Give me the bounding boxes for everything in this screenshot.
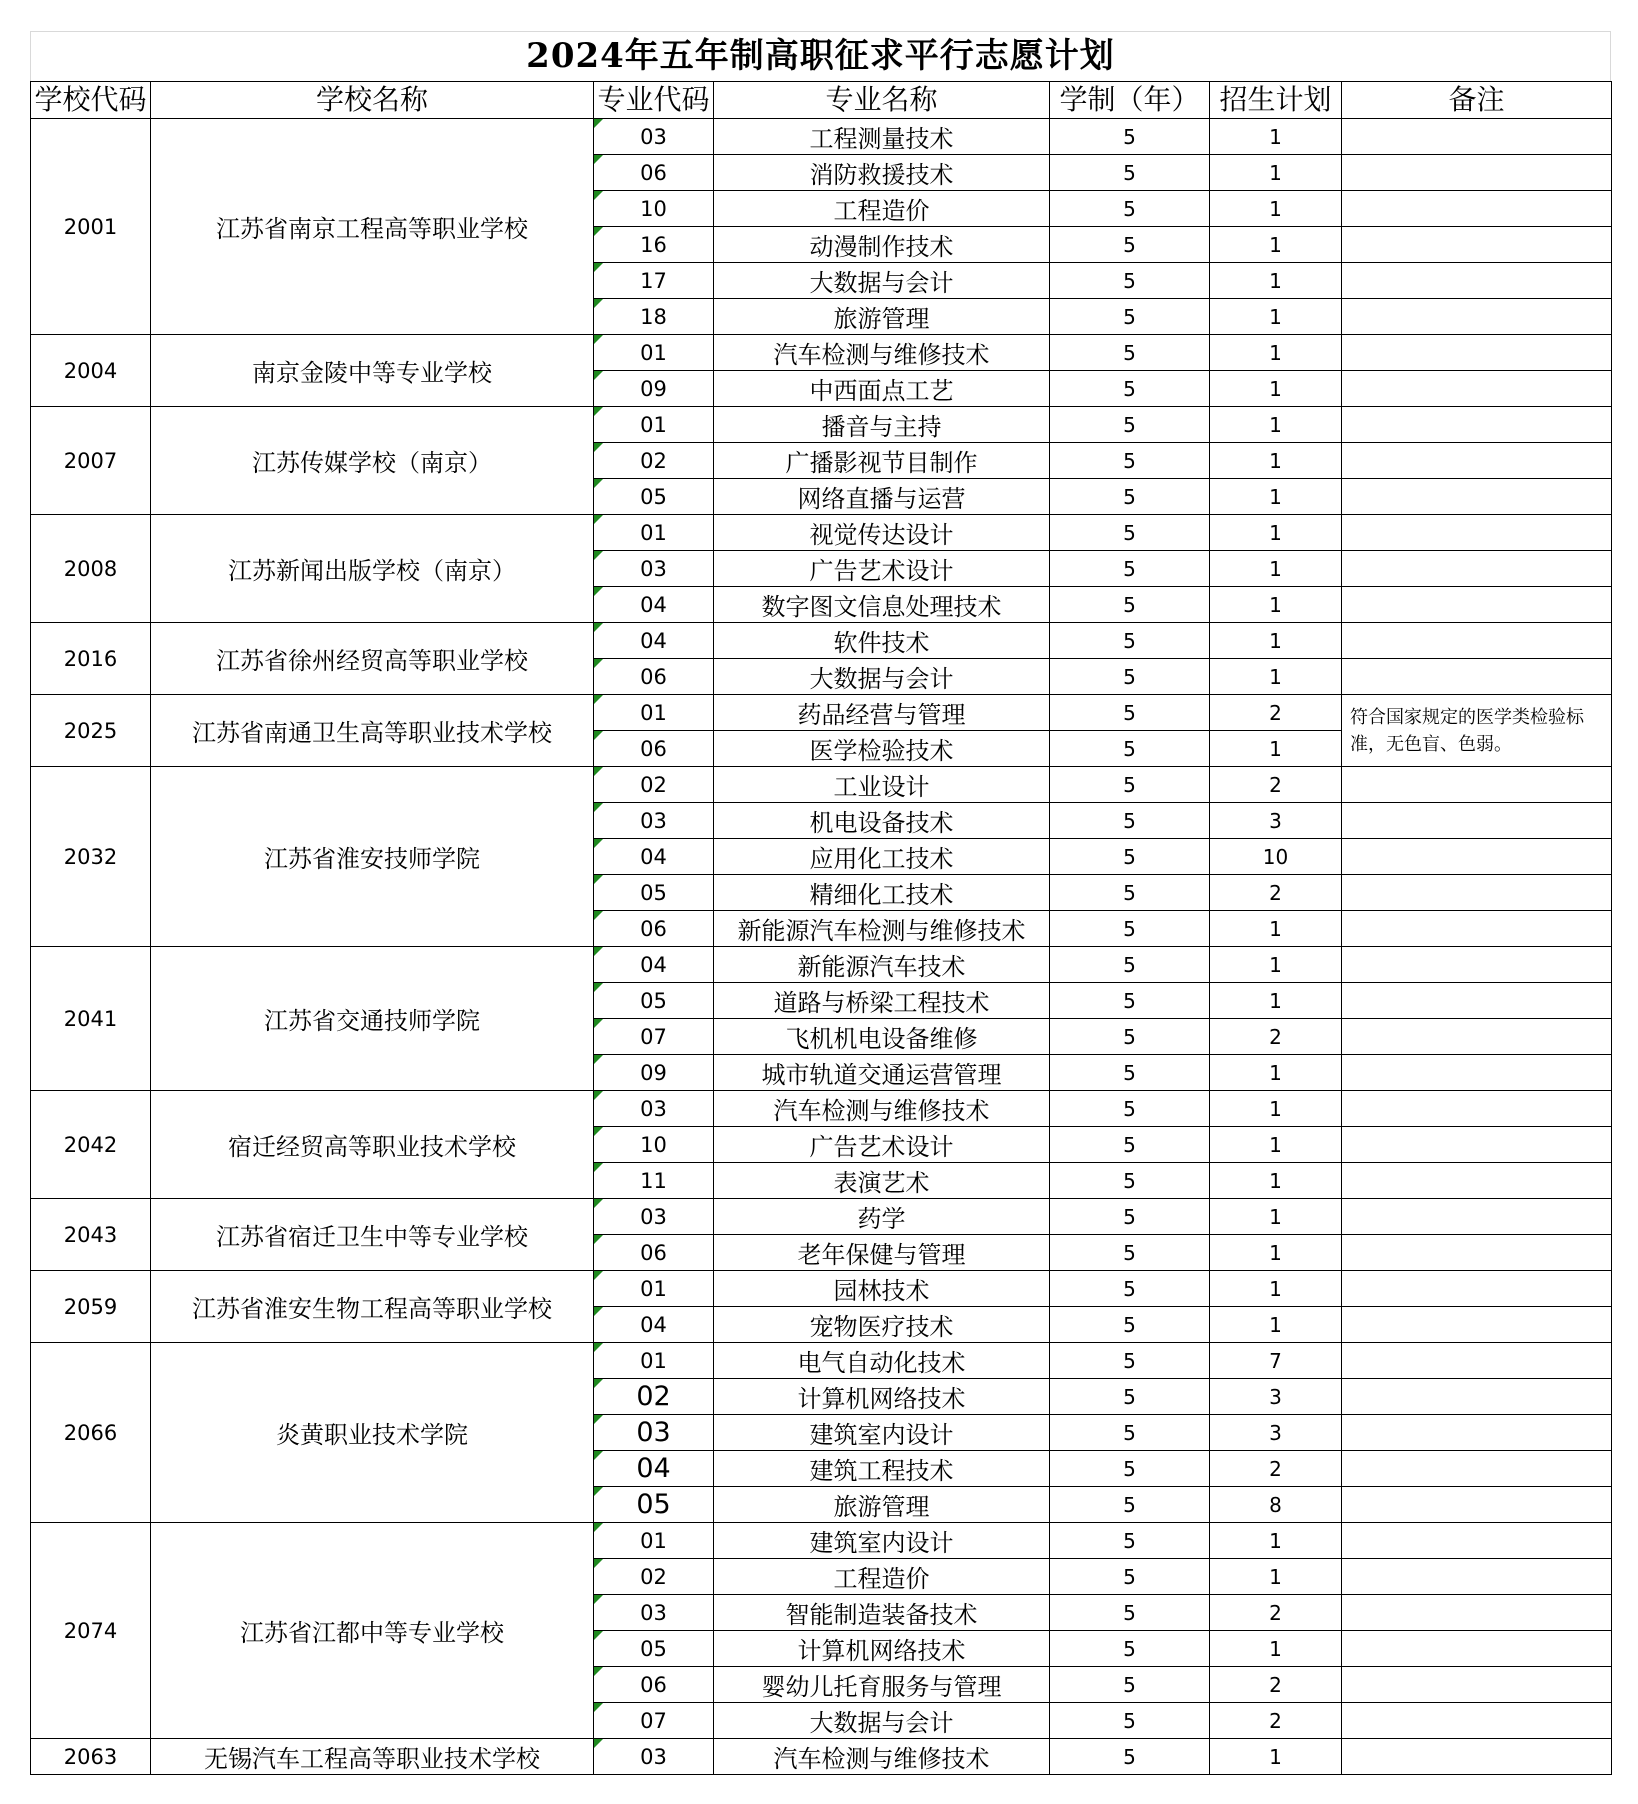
note-cell[interactable] xyxy=(1342,767,1612,803)
plan-cell[interactable]: 1 xyxy=(1210,1523,1342,1559)
years-cell[interactable]: 5 xyxy=(1050,875,1210,911)
table-body xyxy=(31,119,1612,1775)
note-cell[interactable] xyxy=(1342,1163,1612,1199)
spreadsheet xyxy=(30,31,1611,1775)
school-name-cell[interactable]: 无锡汽车工程高等职业技术学校 xyxy=(151,1739,594,1775)
plan-cell[interactable]: 1 xyxy=(1210,1199,1342,1235)
school-code-cell[interactable]: 2059 xyxy=(31,1271,151,1343)
table-row xyxy=(31,695,1612,731)
major-name-cell[interactable]: 汽车检测与维修技术 xyxy=(714,1091,1050,1127)
years-cell[interactable]: 5 xyxy=(1050,1487,1210,1523)
plan-cell[interactable]: 1 xyxy=(1210,659,1342,695)
school-code-cell[interactable]: 2041 xyxy=(31,947,151,1091)
school-name-cell[interactable]: 江苏省淮安技师学院 xyxy=(151,767,594,947)
school-name-cell[interactable]: 江苏省南京工程高等职业学校 xyxy=(151,119,594,335)
major-name-cell[interactable]: 工程造价 xyxy=(714,191,1050,227)
table-row xyxy=(31,1523,1612,1559)
major-name-cell[interactable]: 智能制造装备技术 xyxy=(714,1595,1050,1631)
note-cell[interactable] xyxy=(1342,515,1612,551)
note-cell[interactable]: 符合国家规定的医学类检验标准，无色盲、色弱。 xyxy=(1342,695,1612,767)
major-name-cell[interactable]: 医学检验技术 xyxy=(714,731,1050,767)
years-cell[interactable]: 5 xyxy=(1050,515,1210,551)
major-code-cell[interactable]: 03 xyxy=(594,1415,714,1451)
school-name-cell[interactable]: 江苏省徐州经贸高等职业学校 xyxy=(151,623,594,695)
note-cell[interactable] xyxy=(1342,479,1612,515)
years-cell[interactable]: 5 xyxy=(1050,155,1210,191)
major-code-cell[interactable]: 09 xyxy=(594,1055,714,1091)
school-code-cell[interactable]: 2016 xyxy=(31,623,151,695)
years-cell[interactable]: 5 xyxy=(1050,1019,1210,1055)
major-name-cell[interactable]: 广告艺术设计 xyxy=(714,1127,1050,1163)
school-code-cell[interactable]: 2066 xyxy=(31,1343,151,1523)
major-name-cell[interactable]: 建筑工程技术 xyxy=(714,1451,1050,1487)
major-name-cell[interactable]: 网络直播与运营 xyxy=(714,479,1050,515)
note-cell[interactable] xyxy=(1342,551,1612,587)
plan-cell[interactable]: 1 xyxy=(1210,227,1342,263)
table-row xyxy=(31,1739,1612,1775)
years-cell[interactable]: 5 xyxy=(1050,1415,1210,1451)
years-cell[interactable]: 5 xyxy=(1050,263,1210,299)
note-cell[interactable] xyxy=(1342,623,1612,659)
note-cell[interactable] xyxy=(1342,443,1612,479)
note-cell[interactable] xyxy=(1342,1559,1612,1595)
plan-cell[interactable]: 1 xyxy=(1210,623,1342,659)
major-name-cell[interactable]: 软件技术 xyxy=(714,623,1050,659)
note-cell[interactable] xyxy=(1342,1199,1612,1235)
major-name-cell[interactable]: 工程造价 xyxy=(714,1559,1050,1595)
major-code-cell[interactable]: 04 xyxy=(594,947,714,983)
school-code-cell[interactable]: 2032 xyxy=(31,767,151,947)
plan-cell[interactable]: 3 xyxy=(1210,1379,1342,1415)
table-row xyxy=(31,1199,1612,1235)
years-cell[interactable]: 5 xyxy=(1050,479,1210,515)
plan-cell[interactable]: 1 xyxy=(1210,515,1342,551)
major-code-cell[interactable]: 17 xyxy=(594,263,714,299)
note-cell[interactable] xyxy=(1342,155,1612,191)
years-cell[interactable]: 5 xyxy=(1050,1199,1210,1235)
school-code-cell[interactable]: 2008 xyxy=(31,515,151,623)
school-name-cell[interactable]: 江苏省宿迁卫生中等专业学校 xyxy=(151,1199,594,1271)
major-name-cell[interactable]: 大数据与会计 xyxy=(714,263,1050,299)
header-major-code[interactable]: 专业代码 xyxy=(594,82,714,119)
years-cell[interactable]: 5 xyxy=(1050,1451,1210,1487)
school-code-cell[interactable]: 2004 xyxy=(31,335,151,407)
note-cell[interactable] xyxy=(1342,1379,1612,1415)
school-code-cell[interactable]: 2001 xyxy=(31,119,151,335)
major-name-cell[interactable]: 工业设计 xyxy=(714,767,1050,803)
table-row xyxy=(31,335,1612,371)
major-code-cell[interactable]: 05 xyxy=(594,479,714,515)
years-cell[interactable]: 5 xyxy=(1050,1235,1210,1271)
years-cell[interactable]: 5 xyxy=(1050,1271,1210,1307)
plan-cell[interactable]: 1 xyxy=(1210,947,1342,983)
major-code-cell[interactable]: 03 xyxy=(594,1199,714,1235)
major-code-cell[interactable]: 01 xyxy=(594,407,714,443)
years-cell[interactable]: 5 xyxy=(1050,1127,1210,1163)
plan-cell[interactable]: 1 xyxy=(1210,119,1342,155)
years-cell[interactable]: 5 xyxy=(1050,803,1210,839)
school-name-cell[interactable]: 江苏省南通卫生高等职业技术学校 xyxy=(151,695,594,767)
major-code-cell[interactable]: 05 xyxy=(594,1487,714,1523)
major-code-cell[interactable]: 01 xyxy=(594,1523,714,1559)
years-cell[interactable]: 5 xyxy=(1050,1343,1210,1379)
major-code-cell[interactable]: 01 xyxy=(594,335,714,371)
major-code-cell[interactable]: 05 xyxy=(594,1631,714,1667)
plan-cell[interactable]: 1 xyxy=(1210,1739,1342,1775)
major-name-cell[interactable]: 婴幼儿托育服务与管理 xyxy=(714,1667,1050,1703)
major-code-cell[interactable]: 03 xyxy=(594,1595,714,1631)
years-cell[interactable]: 5 xyxy=(1050,731,1210,767)
school-name-cell[interactable]: 宿迁经贸高等职业技术学校 xyxy=(151,1091,594,1199)
major-code-cell[interactable]: 06 xyxy=(594,1235,714,1271)
plan-cell[interactable]: 1 xyxy=(1210,1235,1342,1271)
years-cell[interactable]: 5 xyxy=(1050,1055,1210,1091)
major-code-cell[interactable]: 06 xyxy=(594,1667,714,1703)
header-school-name[interactable]: 学校名称 xyxy=(151,82,594,119)
note-cell[interactable] xyxy=(1342,1451,1612,1487)
years-cell[interactable]: 5 xyxy=(1050,1703,1210,1739)
years-cell[interactable]: 5 xyxy=(1050,371,1210,407)
years-cell[interactable]: 5 xyxy=(1050,1163,1210,1199)
note-cell[interactable] xyxy=(1342,1271,1612,1307)
plan-cell[interactable]: 7 xyxy=(1210,1343,1342,1379)
note-cell[interactable] xyxy=(1342,803,1612,839)
table-row xyxy=(31,1091,1612,1127)
major-code-cell[interactable]: 04 xyxy=(594,1451,714,1487)
plan-cell[interactable]: 1 xyxy=(1210,551,1342,587)
major-code-cell[interactable]: 01 xyxy=(594,1271,714,1307)
years-cell[interactable]: 5 xyxy=(1050,839,1210,875)
school-name-cell[interactable]: 江苏省交通技师学院 xyxy=(151,947,594,1091)
major-name-cell[interactable]: 道路与桥梁工程技术 xyxy=(714,983,1050,1019)
plan-cell[interactable]: 2 xyxy=(1210,1019,1342,1055)
major-code-cell[interactable]: 02 xyxy=(594,1379,714,1415)
major-code-cell[interactable]: 04 xyxy=(594,1307,714,1343)
major-name-cell[interactable]: 播音与主持 xyxy=(714,407,1050,443)
major-name-cell[interactable]: 中西面点工艺 xyxy=(714,371,1050,407)
note-cell[interactable] xyxy=(1342,1523,1612,1559)
note-cell[interactable] xyxy=(1342,1415,1612,1451)
major-name-cell[interactable]: 新能源汽车技术 xyxy=(714,947,1050,983)
major-code-cell[interactable]: 11 xyxy=(594,1163,714,1199)
plan-cell[interactable]: 2 xyxy=(1210,1703,1342,1739)
years-cell[interactable]: 5 xyxy=(1050,443,1210,479)
major-code-cell[interactable]: 05 xyxy=(594,983,714,1019)
plan-cell[interactable]: 1 xyxy=(1210,335,1342,371)
table-title: 2024年五年制高职征求平行志愿计划 xyxy=(30,31,1611,81)
major-name-cell[interactable]: 飞机机电设备维修 xyxy=(714,1019,1050,1055)
years-cell[interactable]: 5 xyxy=(1050,119,1210,155)
major-code-cell[interactable]: 02 xyxy=(594,443,714,479)
plan-cell[interactable]: 1 xyxy=(1210,1631,1342,1667)
major-code-cell[interactable]: 03 xyxy=(594,803,714,839)
note-cell[interactable] xyxy=(1342,1703,1612,1739)
plan-cell[interactable]: 1 xyxy=(1210,1271,1342,1307)
major-code-cell[interactable]: 03 xyxy=(594,1739,714,1775)
school-code-cell[interactable]: 2043 xyxy=(31,1199,151,1271)
major-name-cell[interactable]: 应用化工技术 xyxy=(714,839,1050,875)
note-cell[interactable] xyxy=(1342,1127,1612,1163)
years-cell[interactable]: 5 xyxy=(1050,1667,1210,1703)
years-cell[interactable]: 5 xyxy=(1050,1631,1210,1667)
plan-cell[interactable]: 2 xyxy=(1210,1595,1342,1631)
major-name-cell[interactable]: 老年保健与管理 xyxy=(714,1235,1050,1271)
plan-table xyxy=(30,81,1612,1775)
years-cell[interactable]: 5 xyxy=(1050,1739,1210,1775)
note-cell[interactable] xyxy=(1342,1487,1612,1523)
major-code-cell[interactable]: 09 xyxy=(594,371,714,407)
school-code-cell[interactable]: 2042 xyxy=(31,1091,151,1199)
major-name-cell[interactable]: 视觉传达设计 xyxy=(714,515,1050,551)
school-code-cell[interactable]: 2025 xyxy=(31,695,151,767)
major-name-cell[interactable]: 建筑室内设计 xyxy=(714,1415,1050,1451)
school-name-cell[interactable]: 江苏省淮安生物工程高等职业学校 xyxy=(151,1271,594,1343)
major-code-cell[interactable]: 01 xyxy=(594,515,714,551)
major-code-cell[interactable]: 04 xyxy=(594,587,714,623)
major-code-cell[interactable]: 03 xyxy=(594,119,714,155)
plan-cell[interactable]: 1 xyxy=(1210,1559,1342,1595)
major-code-cell[interactable]: 06 xyxy=(594,659,714,695)
plan-cell[interactable]: 1 xyxy=(1210,299,1342,335)
plan-cell[interactable]: 1 xyxy=(1210,1055,1342,1091)
plan-cell[interactable]: 1 xyxy=(1210,983,1342,1019)
major-name-cell[interactable]: 精细化工技术 xyxy=(714,875,1050,911)
major-name-cell[interactable]: 大数据与会计 xyxy=(714,1703,1050,1739)
major-code-cell[interactable]: 04 xyxy=(594,623,714,659)
major-name-cell[interactable]: 园林技术 xyxy=(714,1271,1050,1307)
major-name-cell[interactable]: 大数据与会计 xyxy=(714,659,1050,695)
major-code-cell[interactable]: 01 xyxy=(594,695,714,731)
note-cell[interactable] xyxy=(1342,1307,1612,1343)
note-cell[interactable] xyxy=(1342,263,1612,299)
major-code-cell[interactable]: 01 xyxy=(594,1343,714,1379)
plan-cell[interactable]: 2 xyxy=(1210,695,1342,731)
school-code-cell[interactable]: 2074 xyxy=(31,1523,151,1739)
major-name-cell[interactable]: 药学 xyxy=(714,1199,1050,1235)
school-name-cell[interactable]: 南京金陵中等专业学校 xyxy=(151,335,594,407)
table-row xyxy=(31,119,1612,155)
years-cell[interactable]: 5 xyxy=(1050,191,1210,227)
header-school-code[interactable]: 学校代码 xyxy=(31,82,151,119)
years-cell[interactable]: 5 xyxy=(1050,1559,1210,1595)
header-years[interactable]: 学制（年） xyxy=(1050,82,1210,119)
years-cell[interactable]: 5 xyxy=(1050,767,1210,803)
major-code-cell[interactable]: 16 xyxy=(594,227,714,263)
note-cell[interactable] xyxy=(1342,191,1612,227)
note-cell[interactable] xyxy=(1342,1739,1612,1775)
table-row xyxy=(31,407,1612,443)
major-name-cell[interactable]: 表演艺术 xyxy=(714,1163,1050,1199)
plan-cell[interactable]: 3 xyxy=(1210,803,1342,839)
plan-cell[interactable]: 1 xyxy=(1210,407,1342,443)
table-row xyxy=(31,623,1612,659)
plan-cell[interactable]: 1 xyxy=(1210,1307,1342,1343)
major-code-cell[interactable]: 02 xyxy=(594,1559,714,1595)
major-code-cell[interactable]: 07 xyxy=(594,1703,714,1739)
note-cell[interactable] xyxy=(1342,1631,1612,1667)
table-row xyxy=(31,1343,1612,1379)
major-name-cell[interactable]: 工程测量技术 xyxy=(714,119,1050,155)
years-cell[interactable]: 5 xyxy=(1050,1091,1210,1127)
plan-cell[interactable]: 1 xyxy=(1210,263,1342,299)
school-name-cell[interactable]: 炎黄职业技术学院 xyxy=(151,1343,594,1523)
note-cell[interactable] xyxy=(1342,119,1612,155)
major-name-cell[interactable]: 旅游管理 xyxy=(714,299,1050,335)
major-name-cell[interactable]: 计算机网络技术 xyxy=(714,1631,1050,1667)
major-name-cell[interactable]: 宠物医疗技术 xyxy=(714,1307,1050,1343)
major-name-cell[interactable]: 广告艺术设计 xyxy=(714,551,1050,587)
table-row xyxy=(31,767,1612,803)
major-code-cell[interactable]: 06 xyxy=(594,155,714,191)
years-cell[interactable]: 5 xyxy=(1050,227,1210,263)
major-code-cell[interactable]: 04 xyxy=(594,839,714,875)
plan-cell[interactable]: 1 xyxy=(1210,731,1342,767)
major-code-cell[interactable]: 07 xyxy=(594,1019,714,1055)
school-name-cell[interactable]: 江苏省江都中等专业学校 xyxy=(151,1523,594,1739)
note-cell[interactable] xyxy=(1342,1235,1612,1271)
plan-cell[interactable]: 1 xyxy=(1210,443,1342,479)
major-name-cell[interactable]: 广播影视节目制作 xyxy=(714,443,1050,479)
header-major-name[interactable]: 专业名称 xyxy=(714,82,1050,119)
plan-cell[interactable]: 10 xyxy=(1210,839,1342,875)
note-cell[interactable] xyxy=(1342,1019,1612,1055)
major-name-cell[interactable]: 计算机网络技术 xyxy=(714,1379,1050,1415)
plan-cell[interactable]: 1 xyxy=(1210,911,1342,947)
note-cell[interactable] xyxy=(1342,983,1612,1019)
major-code-cell[interactable]: 03 xyxy=(594,1091,714,1127)
major-name-cell[interactable]: 消防救援技术 xyxy=(714,155,1050,191)
plan-cell[interactable]: 2 xyxy=(1210,767,1342,803)
table-row xyxy=(31,1271,1612,1307)
years-cell[interactable]: 5 xyxy=(1050,1379,1210,1415)
major-name-cell[interactable]: 药品经营与管理 xyxy=(714,695,1050,731)
note-cell[interactable] xyxy=(1342,1055,1612,1091)
years-cell[interactable]: 5 xyxy=(1050,587,1210,623)
years-cell[interactable]: 5 xyxy=(1050,947,1210,983)
table-row xyxy=(31,515,1612,551)
note-cell[interactable] xyxy=(1342,875,1612,911)
major-name-cell[interactable]: 数字图文信息处理技术 xyxy=(714,587,1050,623)
plan-cell[interactable]: 1 xyxy=(1210,371,1342,407)
header-plan[interactable]: 招生计划 xyxy=(1210,82,1342,119)
note-cell[interactable] xyxy=(1342,911,1612,947)
major-name-cell[interactable]: 城市轨道交通运营管理 xyxy=(714,1055,1050,1091)
note-cell[interactable] xyxy=(1342,587,1612,623)
years-cell[interactable]: 5 xyxy=(1050,623,1210,659)
plan-cell[interactable]: 1 xyxy=(1210,479,1342,515)
major-name-cell[interactable]: 机电设备技术 xyxy=(714,803,1050,839)
years-cell[interactable]: 5 xyxy=(1050,335,1210,371)
table-row xyxy=(31,947,1612,983)
school-code-cell[interactable]: 2007 xyxy=(31,407,151,515)
note-cell[interactable] xyxy=(1342,227,1612,263)
plan-cell[interactable]: 8 xyxy=(1210,1487,1342,1523)
header-note[interactable]: 备注 xyxy=(1342,82,1612,119)
plan-cell[interactable]: 1 xyxy=(1210,1091,1342,1127)
note-cell[interactable] xyxy=(1342,1667,1612,1703)
note-cell[interactable] xyxy=(1342,839,1612,875)
major-name-cell[interactable]: 汽车检测与维修技术 xyxy=(714,1739,1050,1775)
major-code-cell[interactable]: 06 xyxy=(594,911,714,947)
major-code-cell[interactable]: 18 xyxy=(594,299,714,335)
note-cell[interactable] xyxy=(1342,299,1612,335)
header-row xyxy=(31,82,1612,119)
major-name-cell[interactable]: 旅游管理 xyxy=(714,1487,1050,1523)
major-name-cell[interactable]: 汽车检测与维修技术 xyxy=(714,335,1050,371)
plan-cell[interactable]: 1 xyxy=(1210,155,1342,191)
major-code-cell[interactable]: 06 xyxy=(594,731,714,767)
major-code-cell[interactable]: 10 xyxy=(594,191,714,227)
note-cell[interactable] xyxy=(1342,371,1612,407)
plan-cell[interactable]: 2 xyxy=(1210,875,1342,911)
years-cell[interactable]: 5 xyxy=(1050,983,1210,1019)
years-cell[interactable]: 5 xyxy=(1050,1523,1210,1559)
note-cell[interactable] xyxy=(1342,659,1612,695)
years-cell[interactable]: 5 xyxy=(1050,1307,1210,1343)
note-cell[interactable] xyxy=(1342,947,1612,983)
major-name-cell[interactable]: 新能源汽车检测与维修技术 xyxy=(714,911,1050,947)
years-cell[interactable]: 5 xyxy=(1050,551,1210,587)
plan-cell[interactable]: 2 xyxy=(1210,1451,1342,1487)
plan-cell[interactable]: 3 xyxy=(1210,1415,1342,1451)
major-name-cell[interactable]: 电气自动化技术 xyxy=(714,1343,1050,1379)
years-cell[interactable]: 5 xyxy=(1050,1595,1210,1631)
years-cell[interactable]: 5 xyxy=(1050,407,1210,443)
major-code-cell[interactable]: 03 xyxy=(594,551,714,587)
years-cell[interactable]: 5 xyxy=(1050,695,1210,731)
school-code-cell[interactable]: 2063 xyxy=(31,1739,151,1775)
school-name-cell[interactable]: 江苏传媒学校（南京） xyxy=(151,407,594,515)
note-cell[interactable] xyxy=(1342,1595,1612,1631)
plan-cell[interactable]: 1 xyxy=(1210,587,1342,623)
major-code-cell[interactable]: 05 xyxy=(594,875,714,911)
note-cell[interactable] xyxy=(1342,1091,1612,1127)
note-cell[interactable] xyxy=(1342,1343,1612,1379)
major-code-cell[interactable]: 02 xyxy=(594,767,714,803)
note-cell[interactable] xyxy=(1342,335,1612,371)
plan-cell[interactable]: 2 xyxy=(1210,1667,1342,1703)
plan-cell[interactable]: 1 xyxy=(1210,191,1342,227)
school-name-cell[interactable]: 江苏新闻出版学校（南京） xyxy=(151,515,594,623)
years-cell[interactable]: 5 xyxy=(1050,299,1210,335)
major-name-cell[interactable]: 动漫制作技术 xyxy=(714,227,1050,263)
note-cell[interactable] xyxy=(1342,407,1612,443)
major-name-cell[interactable]: 建筑室内设计 xyxy=(714,1523,1050,1559)
years-cell[interactable]: 5 xyxy=(1050,911,1210,947)
major-code-cell[interactable]: 10 xyxy=(594,1127,714,1163)
plan-cell[interactable]: 1 xyxy=(1210,1127,1342,1163)
years-cell[interactable]: 5 xyxy=(1050,659,1210,695)
plan-cell[interactable]: 1 xyxy=(1210,1163,1342,1199)
